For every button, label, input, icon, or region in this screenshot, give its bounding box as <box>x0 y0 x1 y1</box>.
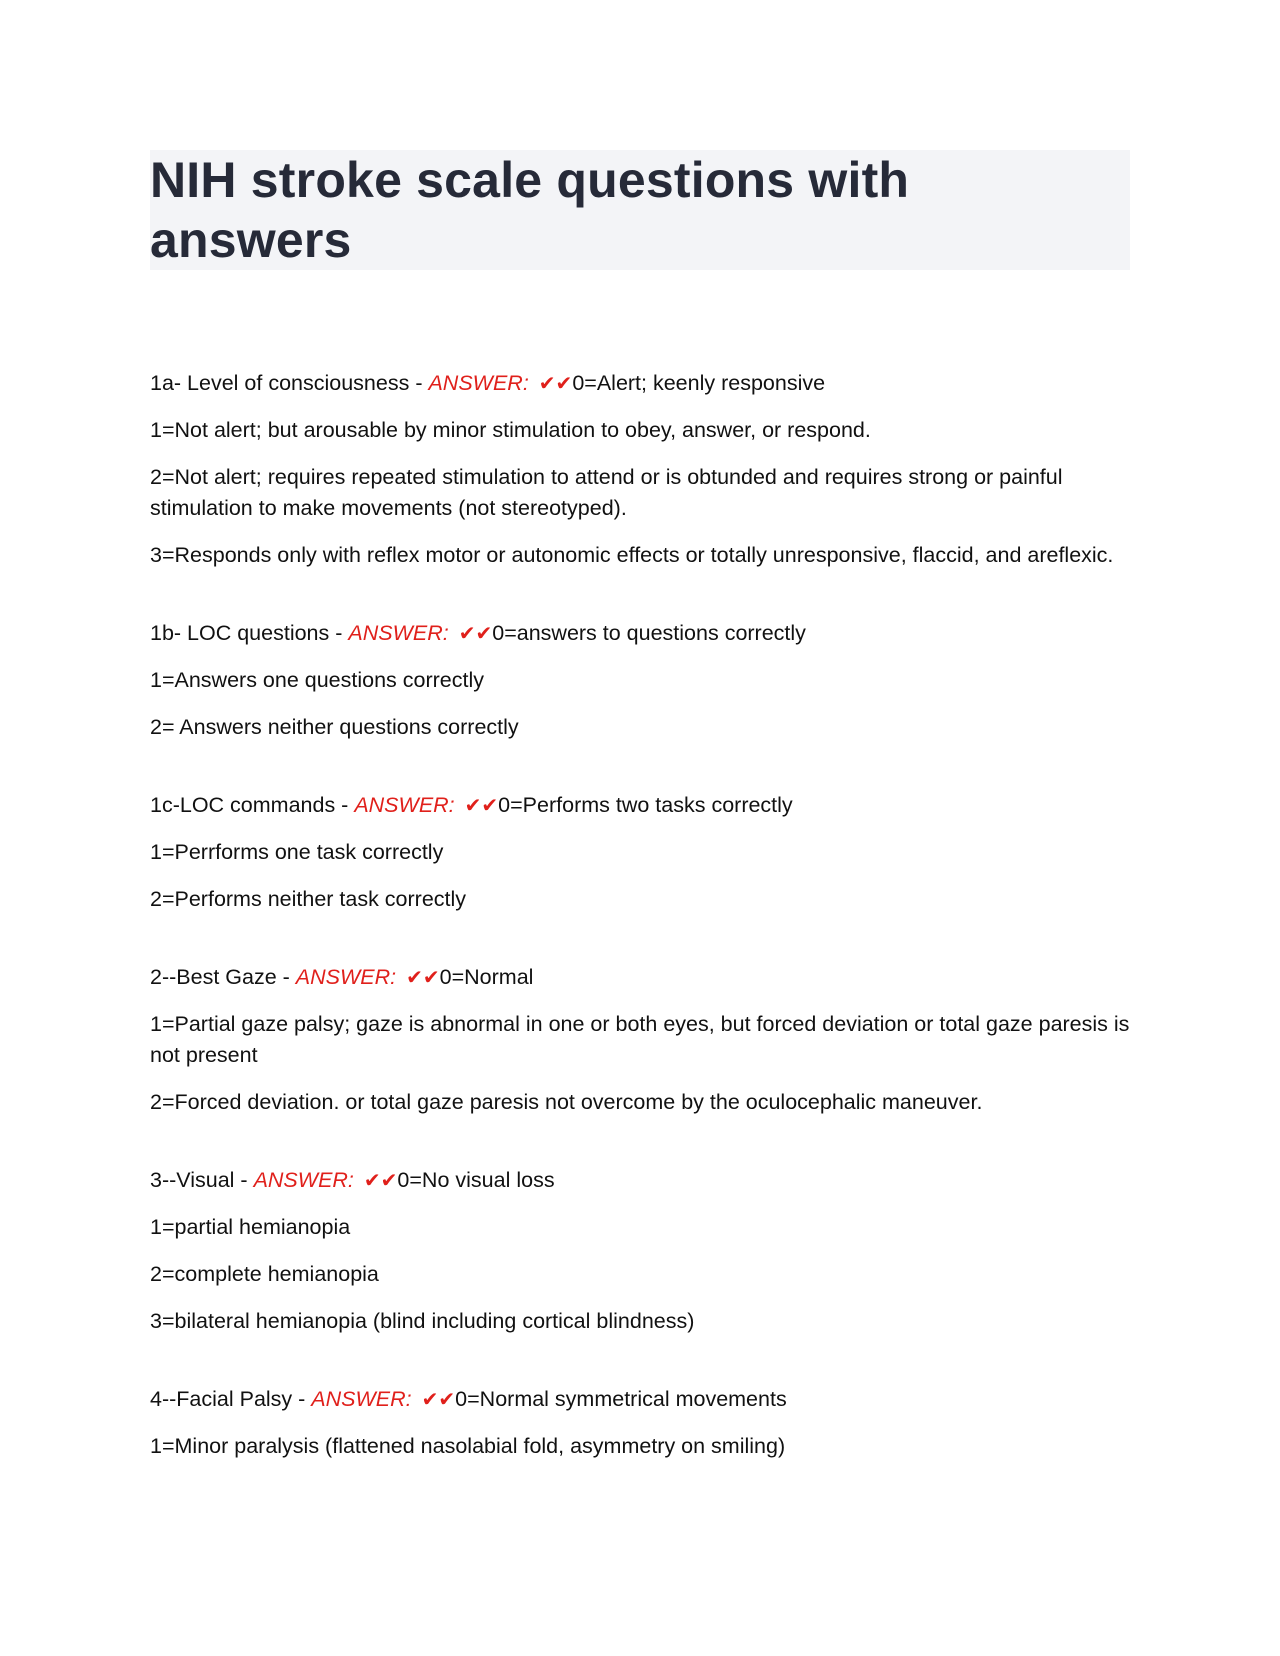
answer-option: 1=Perrforms one task correctly <box>150 840 444 864</box>
document-page <box>150 150 1130 1509</box>
double-check-icon: ✔✔ <box>458 621 493 645</box>
question-section <box>150 790 1130 915</box>
question-text: 1b- LOC questions - <box>150 621 349 645</box>
double-check-icon: ✔✔ <box>538 371 573 395</box>
answer-option: 3=bilateral hemianopia (blind including cortical blindness) <box>150 1309 695 1333</box>
answer-option: 2=Not alert; requires repeated stimulation to attend or is obtunded and requires strong or painful stimulation to make movements (not stereotyped). <box>150 465 1063 520</box>
answer-option: 0=Normal symmetrical movements <box>455 1387 787 1411</box>
question-line <box>150 618 1130 649</box>
question-text: 4--Facial Palsy - <box>150 1387 312 1411</box>
answer-label: ANSWER: <box>348 621 449 645</box>
answer-label: ANSWER: <box>253 1168 354 1192</box>
answer-option: 0=Performs two tasks correctly <box>498 793 793 817</box>
double-check-icon: ✔✔ <box>363 1168 398 1192</box>
answer-label: ANSWER: <box>354 793 455 817</box>
answer-option: 2= Answers neither questions correctly <box>150 715 519 739</box>
question-line <box>150 1165 1130 1196</box>
question-line <box>150 790 1130 821</box>
answer-option: 1=Not alert; but arousable by minor stimulation to obey, answer, or respond. <box>150 418 871 442</box>
question-text: 1a- Level of consciousness - <box>150 371 429 395</box>
answer-option: 1=Minor paralysis (flattened nasolabial fold, asymmetry on smiling) <box>150 1434 786 1458</box>
double-check-icon: ✔✔ <box>464 793 499 817</box>
answer-label: ANSWER: <box>311 1387 412 1411</box>
answer-option: 2=complete hemianopia <box>150 1262 379 1286</box>
question-text: 3--Visual - <box>150 1168 254 1192</box>
answer-option: 2=Forced deviation. or total gaze paresis not overcome by the oculocephalic maneuver. <box>150 1090 983 1114</box>
answer-label: ANSWER: <box>295 965 397 989</box>
answer-option: 3=Responds only with reflex motor or autonomic effects or totally unresponsive, flaccid, and areflexic. <box>150 543 1114 567</box>
question-text: 2--Best Gaze - <box>150 965 296 989</box>
answer-option: 0=No visual loss <box>397 1168 555 1192</box>
question-section <box>150 1384 1130 1462</box>
answer-option: 1=Partial gaze palsy; gaze is abnormal in one or both eyes, but forced deviation or total gaze paresis is not present <box>150 1012 1130 1067</box>
question-line <box>150 368 1130 399</box>
double-check-icon: ✔✔ <box>406 965 440 989</box>
question-section <box>150 368 1130 571</box>
question-section <box>150 618 1130 743</box>
page-title: NIH stroke scale questions with answers <box>150 150 1130 270</box>
answer-option: 0=Alert; keenly responsive <box>572 371 826 395</box>
answer-option: 0=answers to questions correctly <box>492 621 806 645</box>
answer-option: 2=Performs neither task correctly <box>150 887 467 911</box>
double-check-icon: ✔✔ <box>421 1387 456 1411</box>
answer-label: ANSWER: <box>428 371 529 395</box>
question-line <box>150 962 1130 993</box>
question-section <box>150 1165 1130 1337</box>
answer-option: 1=partial hemianopia <box>150 1215 351 1239</box>
answer-option: 1=Answers one questions correctly <box>150 668 485 692</box>
answer-option: 0=Normal <box>439 965 534 989</box>
question-list <box>150 368 1130 1462</box>
question-text: 1c-LOC commands - <box>150 793 355 817</box>
question-line <box>150 1384 1130 1415</box>
question-section <box>150 962 1130 1118</box>
